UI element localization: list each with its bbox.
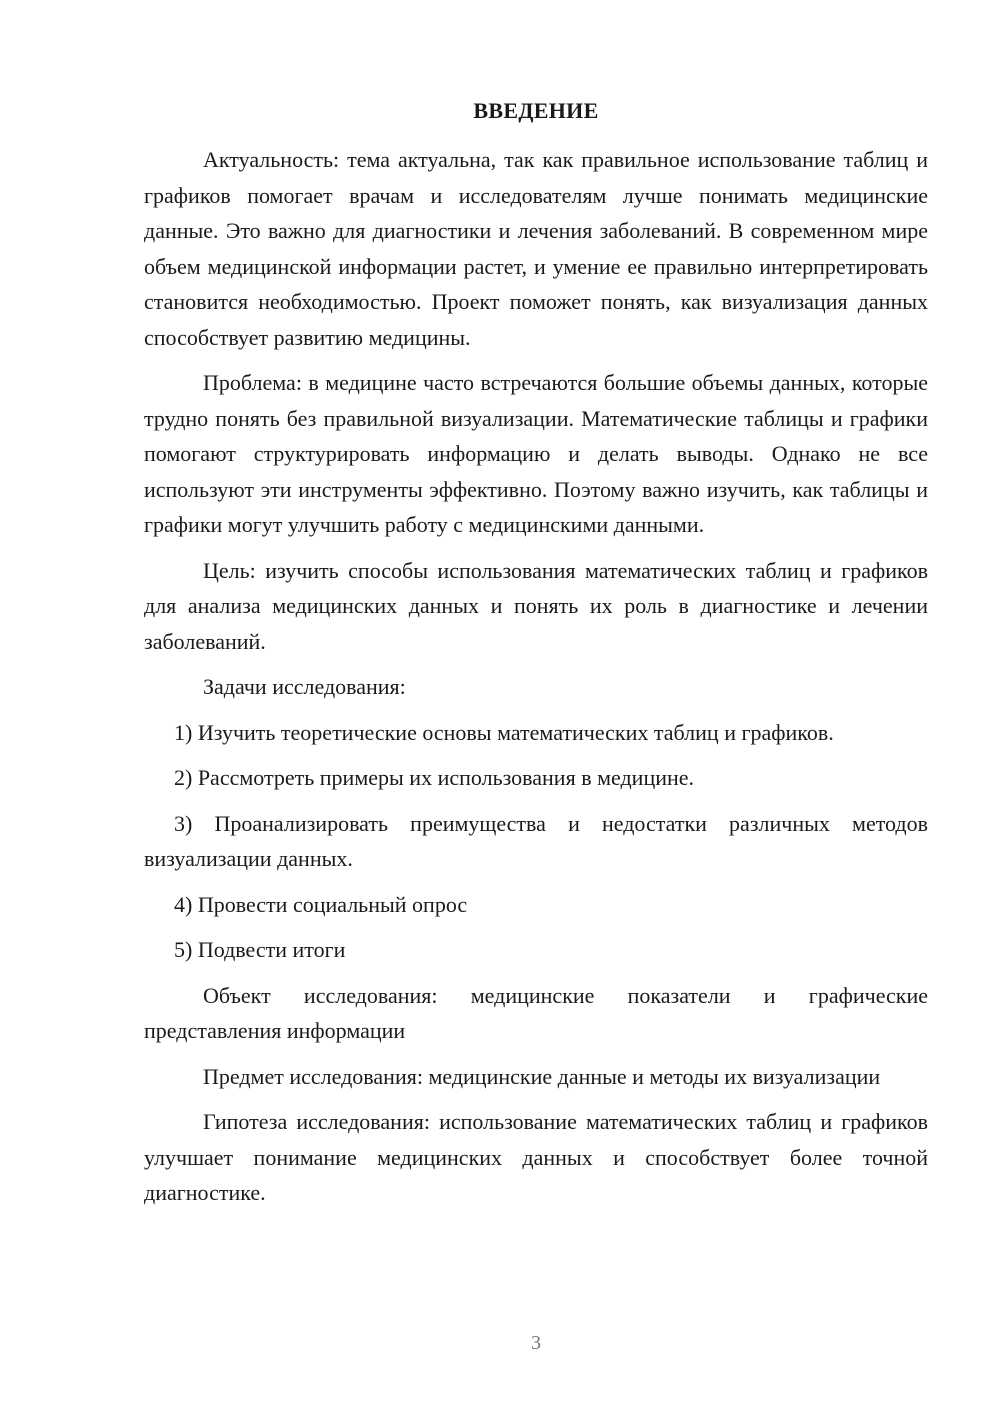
paragraph-hypothesis: Гипотеза исследования: использование математических таблиц и графиков улучшает понимание медицинских данных и способствует более точной диагностике. <box>144 1109 928 1205</box>
page-number: 3 <box>531 1332 541 1354</box>
task-item-1: 1) Изучить теоретические основы математических таблиц и графиков. <box>174 719 834 745</box>
task-item-3: 3) Проанализировать преимущества и недостатки различных методов визуализации данных. <box>144 810 928 871</box>
page-title: ВВЕДЕНИЕ <box>473 98 599 123</box>
task-item-2: 2) Рассмотреть примеры их использования в медицине. <box>174 765 695 790</box>
paragraph-relevance: Актуальность: тема актуальна, так как правильное использование таблиц и графиков помогает врачам и исследователям лучше понимать медицинские данные. Это важно для диагностики и лечения заболеваний. В современном мире объем медицинской информации растет, и умение ее правильно интерпретировать становится необходимостью. Проект поможет понять, как визуализация данных способствует развитию медицины. <box>144 147 928 350</box>
paragraph-problem: Проблема: в медицине часто встречаются большие объемы данных, которые трудно понять без правильной визуализации. Математические таблицы и графики помогают структурировать информацию и делать выводы. Однако не все используют эти инструменты эффективно. Поэтому важно изучить, как таблицы и графики могут улучшить работу с медицинскими данными. <box>144 370 928 537</box>
paragraph-object: Объект исследования: медицинские показатели и графические представления информации <box>144 982 928 1043</box>
document-page <box>144 94 928 1211</box>
task-item-5: 5) Подвести итоги <box>174 937 346 962</box>
tasks-list <box>144 715 928 968</box>
paragraph-subject: Предмет исследования: медицинские данные и методы их визуализации <box>203 1063 881 1089</box>
task-item-4: 4) Провести социальный опрос <box>174 891 468 917</box>
tasks-heading: Задачи исследования: <box>203 674 406 699</box>
paragraph-goal: Цель: изучить способы использования математических таблиц и графиков для анализа медицинских данных и понять их роль в диагностике и лечении заболеваний. <box>144 557 928 654</box>
